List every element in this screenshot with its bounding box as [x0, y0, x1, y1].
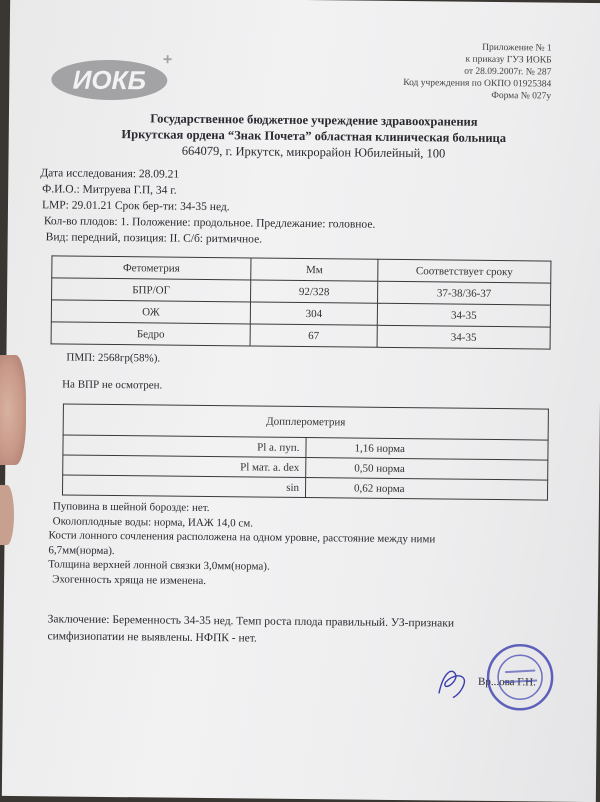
lmp-line: LMP: 29.01.21 Срок бер-ти: 34-35 нед. [41, 199, 230, 214]
findings-line: Околоплодные воды: норма, ИАЖ 14,0 см. [52, 514, 254, 529]
table-cell: Pl a. пуп. [63, 435, 306, 458]
table-cell: Pl мат. a. dex [63, 455, 306, 478]
table-row [51, 322, 550, 349]
appendix-line: Приложение № 1 [482, 42, 552, 54]
handwritten-signature [433, 663, 473, 703]
conclusion-line: симфизиопатии не выявлены. НФПК - нет. [47, 630, 257, 645]
official-stamp [485, 642, 556, 713]
appendix-line: Форма № 027у [491, 90, 552, 102]
document-page [2, 0, 600, 802]
findings-line: Эхогенность хряща не изменена. [52, 572, 207, 587]
table-cell: 92/328 [251, 280, 378, 303]
table-header: Соответствует сроку [378, 259, 551, 283]
institution-address: 664079, г. Иркутск, микрорайон Юбилейный, 100 [181, 143, 446, 161]
findings-line: Пуповина в шейной борозде: нет. [52, 500, 210, 515]
conclusion-block [47, 611, 487, 650]
fetal-weight: ПМП: 2568гр(58%). [66, 351, 161, 365]
conclusion-line: Заключение: Беременность 34-35 нед. Темп роста плода правильный. УЗ-признаки [47, 613, 455, 630]
table-cell: 0,50 норма [306, 458, 548, 481]
table-cell: БПР/ОГ [52, 278, 251, 302]
table-cell: 67 [250, 324, 377, 347]
table-cell: 304 [250, 302, 377, 325]
appendix-line: от 28.09.2007г. № 287 [464, 66, 552, 78]
doppler-table [62, 403, 549, 500]
table-cell: 0,62 норма [305, 478, 547, 501]
institution-header [79, 110, 549, 163]
appendix-line: Код учреждения по ОКПО 01925384 [403, 78, 552, 90]
table-header: Мм [251, 258, 378, 281]
table-header-row [63, 404, 548, 440]
table-row [62, 475, 547, 500]
institution-name-2: Иркутская ордена “Знак Почета” областная клиническая больница [121, 127, 507, 146]
table-cell: 1,16 норма [306, 438, 548, 461]
table-header: Фетометрия [52, 256, 251, 280]
patient-info [36, 165, 376, 249]
findings-line: Толщина верхней лонной связки 3,0мм(норма). [48, 558, 270, 573]
logo-plus-icon: + [162, 51, 173, 69]
table-header: Допплерометрия [63, 404, 548, 440]
table-cell: 37-38/36-37 [378, 281, 551, 305]
fetometry-table [51, 255, 552, 349]
findings-block [48, 499, 436, 590]
findings-line: 6,7мм(норма). [48, 543, 115, 557]
exam-date: Дата исследования: 28.09.21 [40, 167, 180, 181]
appendix-block [403, 41, 552, 103]
table-cell: 34-35 [377, 325, 550, 349]
table-cell: sin [62, 475, 305, 498]
appendix-line: к приказу ГУЗ ИОКБ [465, 54, 552, 66]
fetus-line: Кол-во плодов: 1. Положение: продольное. Предлежание: головное. [43, 215, 376, 231]
vpr-note: На ВПР не осмотрен. [62, 378, 163, 392]
thumb [0, 355, 26, 465]
finger [0, 485, 14, 545]
table-cell: Бедро [51, 322, 250, 346]
table-cell: 34-35 [377, 303, 550, 327]
patient-name: Ф.И.О.: Митруева Г.П, 34 г. [42, 183, 177, 197]
hospital-logo [49, 49, 180, 102]
institution-name: Государственное бюджетное учреждение здравоохранения [150, 111, 478, 129]
doctor-signature: Вр...ова Г.Н. [477, 675, 536, 689]
table-cell: ОЖ [51, 300, 250, 324]
logo-text: ИОКБ [72, 64, 147, 96]
view-line: Вид: передний, позиция: II. С/б: ритмичное. [45, 231, 263, 246]
findings-line: Кости лонного сочленения расположена на одном уровне, расстояние между ними [48, 529, 436, 546]
